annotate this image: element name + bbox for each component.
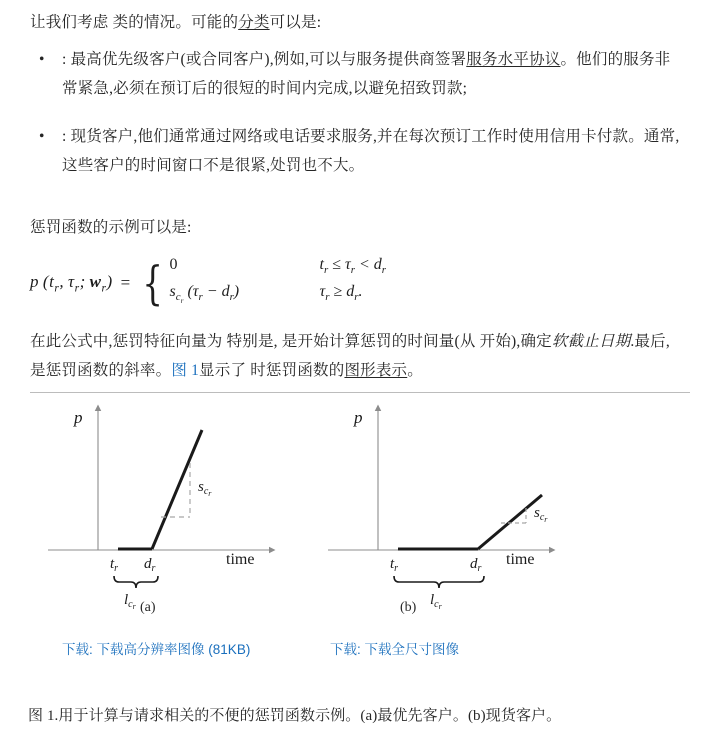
equation-cases bbox=[170, 256, 386, 310]
penalty-function-equation bbox=[30, 256, 386, 310]
figure-svg bbox=[30, 398, 690, 628]
case-1-condition: $t_r \le \tau_r < d_r$ bbox=[319, 256, 386, 277]
list-item bbox=[30, 122, 680, 180]
case-1-value: 0 bbox=[169, 256, 178, 273]
figure-separator-rule bbox=[30, 392, 690, 393]
list-item bbox=[30, 45, 680, 103]
panel-a-label-slope: $s_cr$ bbox=[198, 479, 212, 498]
explanation-part4: 。 bbox=[407, 362, 423, 379]
bullet-marker: • bbox=[39, 51, 45, 68]
intro-text-part1: 让我们考虑 类的情况。可能的 bbox=[30, 14, 239, 31]
graphical-representation-link[interactable]: 图形表示 bbox=[344, 362, 408, 379]
panel-b bbox=[328, 408, 550, 611]
explanation-paragraph bbox=[30, 327, 685, 385]
download-highres-link[interactable]: 下载高分辨率图像 bbox=[96, 642, 205, 657]
bullet-text-part1: : 最高优先级客户(或合同客户),例如,可以与服务提供商签署 bbox=[62, 51, 467, 68]
download-label-2: 下载: bbox=[330, 642, 361, 657]
panel-a-label-lcr: $l_cr$ bbox=[124, 592, 136, 611]
panel-b-brace bbox=[394, 576, 484, 588]
case-2-condition: $\tau_r \ge d_r$. bbox=[319, 283, 363, 304]
bullet-text-part2: 。他们的服务非常紧急,必须在预订后的很短的时间内完成,以避免招致罚款; bbox=[62, 51, 671, 97]
intro-text-part2: 可以是: bbox=[269, 14, 322, 31]
example-lead-paragraph: 惩罚函数的示例可以是: bbox=[30, 219, 192, 236]
panel-a-label-tr: $t_r$ bbox=[110, 556, 119, 574]
cases-brace: { bbox=[142, 256, 164, 310]
explanation-part2: .最后, 是惩罚函数的斜率。 bbox=[30, 333, 670, 379]
figure-caption: 图 1.用于计算与请求相关的不便的惩罚函数示例。(a)最优先客户。(b)现货客户。 bbox=[28, 708, 562, 724]
figure-1-image[interactable] bbox=[30, 398, 690, 628]
panel-b-label-dr: $d_r$ bbox=[470, 556, 482, 574]
panel-a-y-axis-label: p bbox=[74, 408, 83, 427]
panel-b-label-slope: $s_cr$ bbox=[534, 505, 548, 524]
explanation-part3: 显示了 时惩罚函数的 bbox=[199, 362, 345, 379]
bullet-marker: • bbox=[39, 128, 45, 145]
bullet-text-part1: : 现货客户,他们通常通过网络或电话要求服务,并在每次预订工作时使用信用卡付款。通常,这些客户的时间窗口不是很紧,处罚也不大。 bbox=[62, 128, 680, 174]
panel-a-caption: (a) bbox=[140, 600, 156, 615]
classification-link[interactable]: 分类 bbox=[238, 14, 270, 31]
download-fullsize-group bbox=[330, 638, 459, 658]
panel-a bbox=[48, 408, 270, 611]
case-2-value: $s_{c_r}$ $(\tau_r - d_r)$ bbox=[169, 283, 240, 306]
download-label-1: 下载: bbox=[62, 642, 93, 657]
sla-link[interactable]: 服务水平协议 bbox=[466, 51, 561, 68]
download-highres-size: (81KB) bbox=[208, 642, 251, 657]
panel-a-label-dr: $d_r$ bbox=[144, 556, 156, 574]
intro-paragraph bbox=[30, 8, 680, 37]
equals-sign: = bbox=[120, 273, 131, 292]
panel-b-label-lcr: $l_cr$ bbox=[430, 592, 442, 611]
equation-case-2 bbox=[170, 283, 386, 310]
panel-b-caption: (b) bbox=[400, 600, 417, 615]
panel-b-x-axis-label: time bbox=[506, 551, 535, 568]
equation-case-1 bbox=[170, 256, 386, 283]
customer-type-list bbox=[30, 45, 680, 199]
panel-a-slope-segment bbox=[152, 430, 202, 549]
panel-b-y-axis-label: p bbox=[354, 408, 363, 427]
soft-deadline-term: 软截止日期 bbox=[551, 333, 631, 350]
panel-a-x-axis-label: time bbox=[226, 551, 255, 568]
panel-a-brace bbox=[114, 576, 158, 588]
explanation-part1: 在此公式中,惩罚特征向量为 特别是, 是开始计算惩罚的时间量(从 开始),确定 bbox=[30, 333, 552, 350]
equation-left-hand-side: p ($t_r$, $\tau_r$; $w_r$) bbox=[30, 271, 113, 295]
figure-1-link[interactable]: 图 1 bbox=[171, 362, 200, 379]
download-fullsize-link[interactable]: 下载全尺寸图像 bbox=[364, 642, 460, 657]
panel-b-slope-segment bbox=[478, 495, 542, 549]
download-highres-group bbox=[62, 638, 250, 658]
panel-b-label-tr: $t_r$ bbox=[390, 556, 399, 574]
